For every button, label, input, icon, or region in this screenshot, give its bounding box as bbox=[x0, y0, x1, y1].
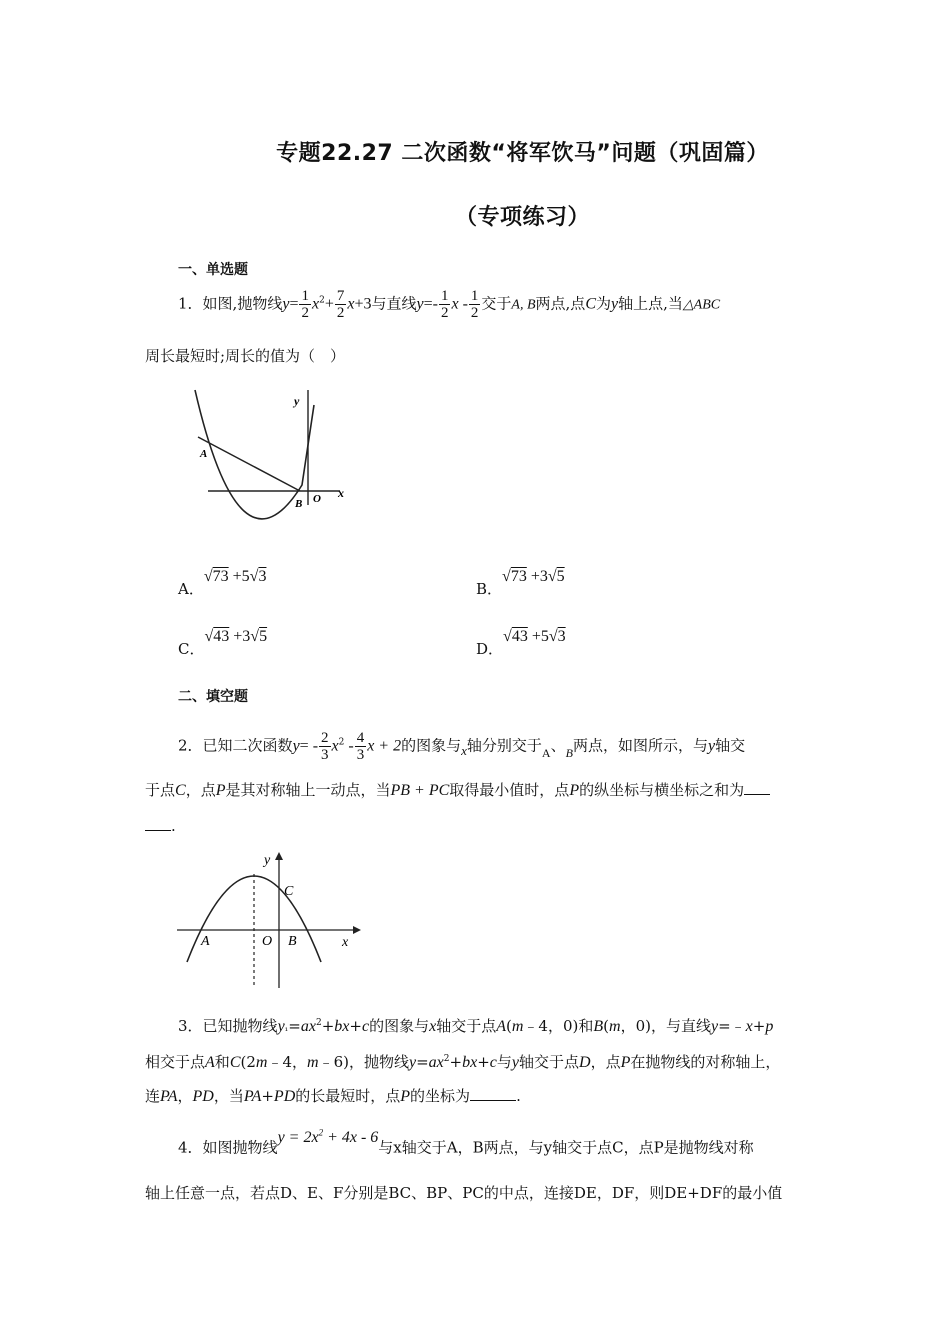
q2-text-8: 是其对称轴上一动点，当 bbox=[225, 781, 391, 799]
q3-ya: y bbox=[511, 1054, 519, 1071]
q3-t26: ， bbox=[177, 1087, 193, 1105]
q3-t11: =﹣ bbox=[718, 1017, 746, 1035]
q1-line-y: y bbox=[416, 295, 424, 313]
q3-sq2: 2 bbox=[443, 1054, 450, 1064]
q2-math-minus: - bbox=[344, 737, 354, 755]
q3-end: . bbox=[516, 1087, 521, 1105]
q2-answer-blank-cont[interactable] bbox=[145, 830, 171, 831]
q2-text-9: 取得最小值时，点 bbox=[449, 781, 570, 799]
q3-t23: ，点 bbox=[590, 1053, 621, 1071]
q3-y1: y bbox=[277, 1018, 285, 1035]
q3-t6: 轴交于点 bbox=[436, 1017, 497, 1035]
q3-t5: 的图象与 bbox=[369, 1017, 430, 1035]
q3-t21: 与 bbox=[496, 1053, 512, 1071]
q3-t14: 和 bbox=[214, 1053, 230, 1071]
q1-line-2: 周长最短时;周长的值为（ ） bbox=[145, 347, 346, 365]
q2-text-5: 轴交 bbox=[715, 736, 746, 755]
q3-bx: bx bbox=[334, 1018, 350, 1035]
q1-math-const: +3 bbox=[354, 295, 372, 313]
q1-fraction-2: $\frac{7}{2}$ bbox=[336, 288, 345, 321]
q3-t9: ( bbox=[603, 1017, 610, 1035]
q1-text-6: 轴上点,当 bbox=[618, 294, 683, 313]
q2-label-b: B bbox=[288, 934, 297, 949]
q2-label-a: A bbox=[201, 934, 210, 949]
q3-ax2: ax bbox=[428, 1054, 444, 1071]
q1-points-ab: A, B bbox=[511, 297, 536, 313]
q3-D: D bbox=[579, 1054, 591, 1071]
q3-bx2: bx bbox=[462, 1054, 478, 1071]
q2-text-2: 的图象与 bbox=[401, 736, 462, 755]
q1-point-c: C bbox=[585, 295, 596, 313]
page-title: 专题22.27 二次函数“将军饮马”问题（巩固篇） bbox=[276, 141, 769, 166]
q3-sq: 2 bbox=[315, 1018, 322, 1028]
q3-m3: m bbox=[255, 1054, 268, 1071]
q1-line bbox=[198, 437, 300, 491]
q1-label-x: x bbox=[338, 486, 344, 500]
q1-fraction-4: $\frac{1}{2}$ bbox=[470, 288, 479, 321]
option-label: B． bbox=[476, 580, 503, 598]
q3-number: 3． bbox=[178, 1017, 203, 1035]
q1-option-b[interactable] bbox=[476, 565, 565, 598]
q3-P2: P bbox=[400, 1088, 411, 1105]
q4-number: 4． bbox=[178, 1138, 203, 1157]
q2-label-o: O bbox=[262, 934, 273, 949]
q2-text-4: 两点，如图所示，与 bbox=[572, 736, 708, 755]
q3-t29: 的长最短时，点 bbox=[295, 1087, 401, 1105]
q2-separator: 、 bbox=[550, 736, 566, 755]
q2-math-exp: 2 bbox=[338, 737, 345, 748]
q2-text-10: 的纵坐标与横坐标之和为 bbox=[579, 781, 745, 799]
q3-yb: y bbox=[710, 1018, 719, 1035]
q3-p: p bbox=[765, 1018, 774, 1035]
q2-line-2 bbox=[145, 780, 770, 801]
q3-t22: 轴交于点 bbox=[519, 1053, 580, 1071]
q4-line-2: 轴上任意一点，若点D、E、F分别是BC、BP、PC的中点，连接DE，DF，则DE+DF的最小值 bbox=[145, 1184, 783, 1202]
q2-math-pbpc: PB + PC bbox=[390, 782, 450, 799]
q3-t13: 相交于点 bbox=[145, 1053, 206, 1071]
q1-label-b: B bbox=[295, 498, 303, 510]
q2-y-arrow-icon bbox=[275, 852, 283, 860]
q1-text-1: 如图,抛物线 bbox=[202, 294, 283, 313]
q1-math-y: y bbox=[282, 295, 290, 313]
q1-text-5: 为 bbox=[595, 294, 611, 313]
q2-line-3 bbox=[145, 816, 176, 836]
q3-t28: + bbox=[261, 1087, 274, 1105]
q3-ax: ax bbox=[300, 1018, 316, 1035]
q2-point-b: B bbox=[565, 745, 573, 760]
q1-label-o: O bbox=[313, 493, 321, 505]
q3-C: C bbox=[229, 1054, 241, 1071]
q3-t2: = bbox=[288, 1017, 301, 1035]
q1-y-axis: y bbox=[611, 295, 619, 313]
q1-option-a[interactable] bbox=[178, 565, 267, 598]
q3-line-1 bbox=[178, 1013, 773, 1039]
q2-point-a: A bbox=[541, 745, 551, 760]
q2-text-6: 于点 bbox=[145, 781, 176, 799]
section-heading-fill-blank: 二、填空题 bbox=[178, 689, 248, 705]
q2-text-3: 轴分别交于 bbox=[466, 736, 542, 755]
q3-t8: ﹣4，0)和 bbox=[523, 1017, 594, 1035]
q1-triangle: △ABC bbox=[682, 297, 721, 313]
q3-t20: + bbox=[477, 1053, 490, 1071]
option-expression: √43 +5√3 bbox=[503, 628, 566, 645]
q1-line-x: x - bbox=[451, 295, 468, 313]
option-expression: √43 +3√5 bbox=[204, 628, 268, 645]
q3-t10: ，0)，与直线 bbox=[620, 1017, 711, 1035]
q4-line-1 bbox=[178, 1128, 754, 1158]
option-expression: √73 +3√5 bbox=[502, 568, 565, 585]
q3-m2: m bbox=[609, 1018, 621, 1035]
q3-y2: y bbox=[408, 1054, 417, 1071]
q3-t4: + bbox=[349, 1017, 362, 1035]
q3-t25: 连 bbox=[145, 1087, 161, 1105]
q1-label-a: A bbox=[200, 448, 208, 460]
q3-B: B bbox=[593, 1018, 604, 1035]
q3-line-2 bbox=[145, 1049, 780, 1073]
q2-point-p2: P bbox=[569, 782, 580, 799]
q1-fraction-1: $\frac{1}{2}$ bbox=[301, 288, 309, 321]
q3-xb: x bbox=[745, 1018, 753, 1035]
q1-math-xterm: x bbox=[347, 295, 355, 313]
q2-math-eq: = - bbox=[299, 737, 319, 755]
q1-figure bbox=[190, 385, 360, 545]
q3-m1: m bbox=[511, 1018, 524, 1035]
q1-line-eq: =- bbox=[423, 295, 438, 313]
q2-figure bbox=[175, 850, 365, 995]
q2-number: 2． bbox=[178, 736, 203, 755]
q2-end: . bbox=[171, 817, 176, 835]
page-subtitle: （专项练习） bbox=[454, 205, 590, 230]
q3-t30: 的坐标为 bbox=[410, 1087, 471, 1105]
q1-label-y: y bbox=[294, 394, 300, 408]
q2-text-1: 已知二次函数 bbox=[202, 736, 293, 755]
q3-P: P bbox=[620, 1054, 631, 1071]
option-expression: √73 +5√3 bbox=[203, 568, 267, 585]
q3-PD: PD bbox=[192, 1088, 214, 1105]
q3-t18: = bbox=[416, 1053, 429, 1071]
option-label: C． bbox=[178, 640, 205, 658]
option-label: D． bbox=[476, 640, 504, 658]
q3-t15: (2 bbox=[240, 1053, 256, 1071]
q2-line-1 bbox=[178, 730, 745, 763]
q1-option-d[interactable] bbox=[476, 625, 566, 658]
q3-t1: 已知抛物线 bbox=[202, 1017, 278, 1035]
q3-PA: PA bbox=[160, 1088, 178, 1105]
q1-option-c[interactable] bbox=[178, 625, 268, 658]
q1-math-exp: 2 bbox=[319, 295, 325, 306]
q3-answer-blank[interactable] bbox=[470, 1100, 516, 1101]
q1-math-x: x bbox=[311, 295, 320, 313]
q2-point-c: C bbox=[175, 782, 186, 799]
q3-t3: + bbox=[321, 1017, 335, 1035]
q1-text-3: 交于 bbox=[481, 294, 512, 313]
section-heading-single-choice: 一、单选题 bbox=[178, 262, 248, 278]
q3-t27: ，当 bbox=[213, 1087, 244, 1105]
q3-t12: + bbox=[752, 1017, 766, 1035]
q1-fraction-3: $\frac{1}{2}$ bbox=[440, 288, 449, 321]
q3-x: x bbox=[429, 1018, 437, 1035]
q3-t7: ( bbox=[506, 1017, 512, 1035]
q3-A2: A bbox=[205, 1054, 215, 1071]
q3-sub1: ₁ bbox=[284, 1024, 289, 1034]
q2-math-x: x bbox=[331, 737, 339, 755]
q3-m4: m bbox=[307, 1054, 319, 1071]
q2-math-y: y bbox=[292, 737, 300, 755]
q1-math-eq: = bbox=[289, 295, 299, 313]
q2-fraction-2: $\frac{4}{3}$ bbox=[356, 730, 365, 763]
q3-t16: ﹣4， bbox=[267, 1053, 307, 1071]
q1-text-2: 与直线 bbox=[371, 294, 417, 313]
q2-x-arrow-icon bbox=[353, 926, 361, 934]
q2-fraction-1: $\frac{2}{3}$ bbox=[321, 730, 329, 763]
q3-c2: c bbox=[489, 1054, 497, 1071]
option-label: A． bbox=[178, 580, 204, 598]
q3-t19: + bbox=[449, 1053, 463, 1071]
q3-line-3 bbox=[145, 1086, 521, 1107]
q1-number: 1． bbox=[178, 294, 203, 313]
q3-t24: 在抛物线的对称轴上， bbox=[630, 1053, 781, 1071]
q3-PD2: PD bbox=[273, 1088, 296, 1105]
q4-text-1: 如图抛物线 bbox=[202, 1138, 278, 1157]
q1-math-plus: + bbox=[324, 295, 334, 313]
q2-point-p: P bbox=[215, 782, 226, 799]
q2-math-rest: x + 2 bbox=[367, 737, 402, 755]
q3-t17: ﹣6)，抛物线 bbox=[318, 1053, 409, 1071]
q4-text-2: 与x轴交于A，B两点，与y轴交于点C，点P是抛物线对称 bbox=[378, 1138, 754, 1157]
q2-label-y: y bbox=[264, 853, 271, 868]
q3-A: A bbox=[496, 1018, 506, 1035]
q2-y-axis: y bbox=[707, 737, 716, 755]
q4-equation: $y = 2x^2 + 4x - 6$ bbox=[277, 1128, 379, 1147]
q2-answer-blank[interactable] bbox=[744, 794, 770, 795]
q1-line-1 bbox=[178, 288, 720, 321]
q2-x-axis: x bbox=[461, 742, 467, 758]
q2-label-x: x bbox=[342, 935, 349, 950]
q1-text-4: 两点,点 bbox=[535, 294, 586, 313]
q3-PA2: PA bbox=[243, 1088, 262, 1105]
q2-text-7: ，点 bbox=[185, 781, 216, 799]
q3-c: c bbox=[361, 1018, 370, 1035]
q2-label-c: C bbox=[284, 884, 294, 899]
